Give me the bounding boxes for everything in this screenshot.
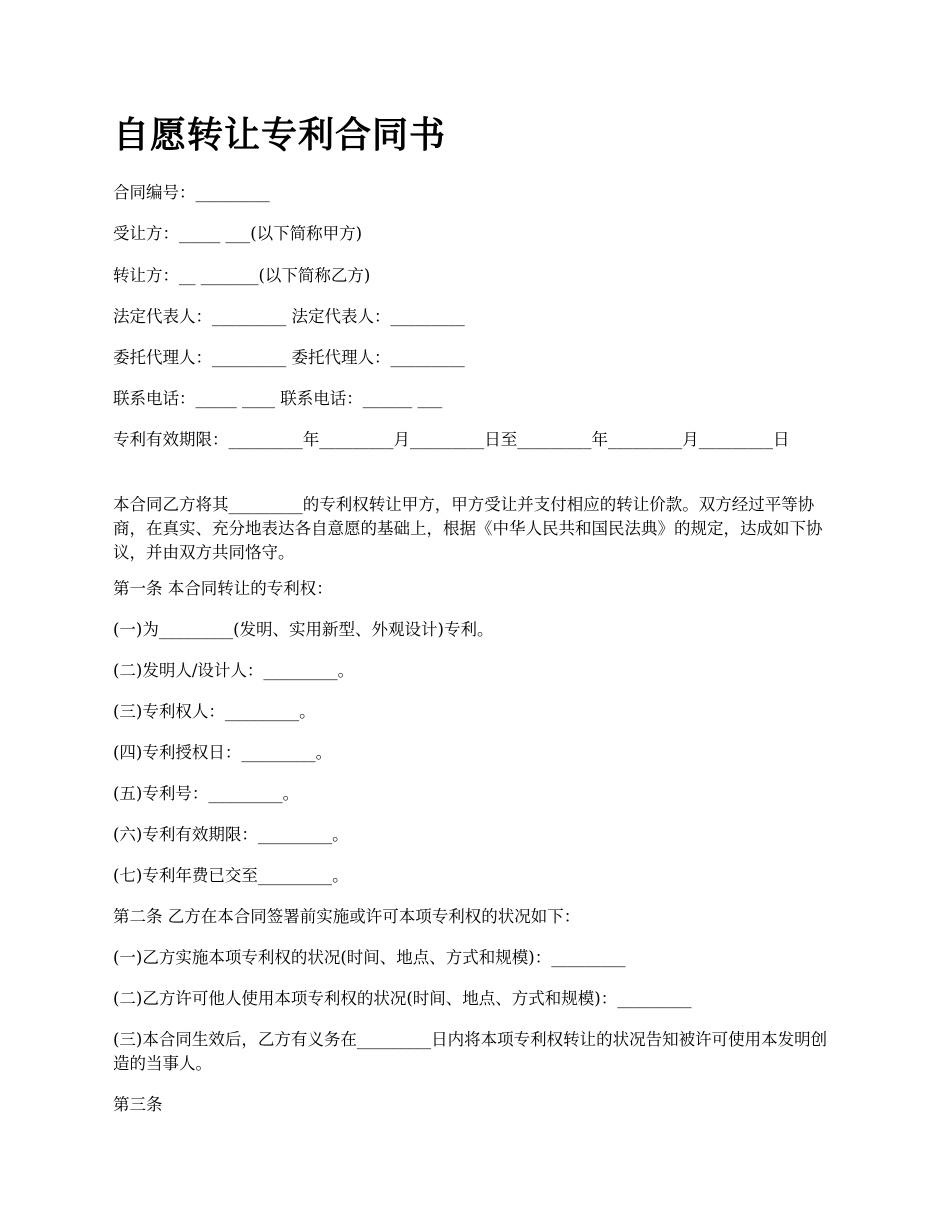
contact-phone-line: 联系电话：_____ ____ 联系电话：______ ___ [113,389,443,408]
legal-representative-line: 法定代表人：_________ 法定代表人：_________ [113,307,465,326]
article-two-item-2: (二)乙方许可他人使用本项专利权的状况(时间、地点、方式和规模)：_________ [113,989,692,1008]
assignor-line: 转让方：__ _______(以下简称乙方) [113,266,371,285]
article-three-heading: 第三条 [113,1095,163,1114]
article-one-item-3: (三)专利权人：_________。 [113,702,316,721]
article-one-item-5: (五)专利号：_________。 [113,784,300,803]
article-one-item-7: (七)专利年费已交至_________。 [113,866,349,885]
assignee-line: 受让方：_____ ___(以下简称甲方) [113,224,363,243]
document-title: 自愿转让专利合同书 [113,115,447,156]
article-two-item-1: (一)乙方实施本项专利权的状况(时间、地点、方式和规模)：_________ [113,948,626,967]
article-one-item-6: (六)专利有效期限：_________。 [113,825,349,844]
article-two-heading: 第二条 乙方在本合同签署前实施或许可本项专利权的状况如下： [113,907,581,926]
patent-validity-line: 专利有效期限：_________年_________月_________日至_________年_________月_________日 [113,430,790,449]
article-one-item-2: (二)发明人/设计人：_________。 [113,661,355,680]
contract-number-line: 合同编号：_________ [113,183,270,202]
preamble-paragraph: 本合同乙方将其_________的专利权转让甲方，甲方受让并支付相应的转让价款。双方经过平等协商，在真实、充分地表达各自意愿的基础上，根据《中华人民共和国民法典》的规定，达成如下协议，并由双方共同恪守。 [113,495,823,562]
article-one-item-1: (一)为_________(发明、实用新型、外观设计)专利。 [113,620,494,639]
article-one-item-4: (四)专利授权日：_________。 [113,743,333,762]
article-two-item-3: (三)本合同生效后，乙方有义务在_________日内将本项专利权转让的状况告知被许可使用本发明创造的当事人。 [113,1030,828,1073]
authorized-agent-line: 委托代理人：_________ 委托代理人：_________ [113,348,465,367]
article-one-heading: 第一条 本合同转让的专利权： [113,579,333,598]
